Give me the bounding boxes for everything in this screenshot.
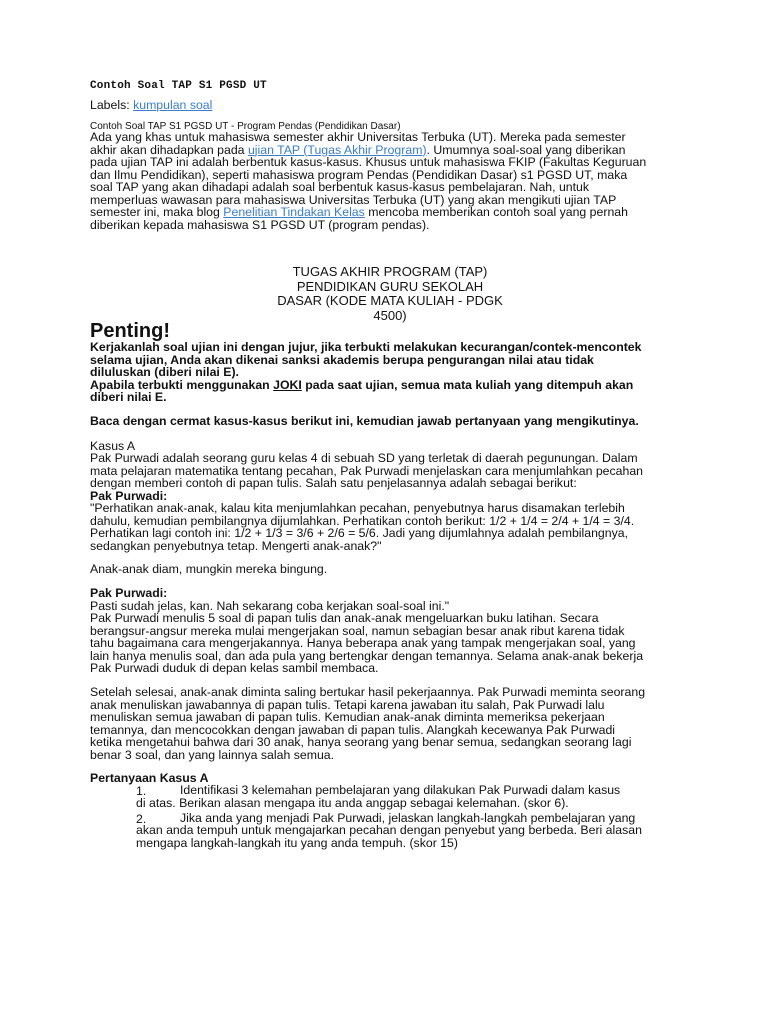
warning-text: pada saat ujian, semua mata kuliah yang ditempuh akan <box>301 377 634 392</box>
program-title <box>90 265 690 323</box>
doc-heading: Contoh Soal TAP S1 PGSD UT <box>90 80 267 92</box>
question-2-line: Jika anda yang menjadi Pak Purwadi, jelaskan langkah-langkah pembelajaran yang <box>180 811 636 825</box>
quote-line: Pak Purwadi menulis 5 soal di papan tulis dan anak-anak mengeluarkan buku latihan. Secara <box>90 611 599 625</box>
kasus-line: menuliskan semua jawaban di papan tulis. Kemudian anak-anak diminta memeriksa pekerjaan <box>90 710 605 724</box>
penting-heading: Penting! <box>90 320 170 342</box>
intro-line: dan Ilmu Pendidikan), seperti mahasiswa program Pendas (Pendidikan Dasar) s1 PGSD UT, maka <box>90 167 628 182</box>
warning-line <box>90 379 690 392</box>
question-2-line: akan anda tempuh untuk mengajarkan pecahan dengan penyebut yang berbeda. Beri alasan <box>136 823 642 837</box>
kasus-line: benar 3 soal, dan yang lainnya salah semua. <box>90 747 335 762</box>
warning-text: Apabila terbukti menggunakan <box>90 377 274 392</box>
joki-text: JOKI <box>273 377 302 392</box>
ptk-blog-link[interactable]: Penelitian Tindakan Kelas <box>223 205 365 219</box>
intro-text: . Umumnya soal-soal yang diberikan <box>426 142 626 157</box>
kasus-a-paragraph-2: Anak-anak diam, mungkin mereka bingung. <box>90 562 328 576</box>
intro-line: memperluas wawasan para mahasiswa Universitas Terbuka (UT) yang akan mengikuti ujian TAP <box>90 192 617 207</box>
quote-line: dahulu, kemudian pembilangnya dijumlahkan. Perhatikan contoh berikut: 1/2 + 1/4 = 2/4 + 1/4 = 3/4. <box>90 513 635 528</box>
instruction-text: Baca dengan cermat kasus-kasus berikut ini, kemudian jawab pertanyaan yang mengikutinya. <box>90 414 639 428</box>
quote-line: Pak Purwadi duduk di depan kelas sambil membaca. <box>90 661 379 675</box>
quote-line: sedangkan penyebutnya tetap. Mengerti anak-anak?" <box>90 538 382 553</box>
quote-line: Perhatikan lagi contoh ini: 1/2 + 1/3 = 3/6 + 2/6 = 5/6. Jadi yang dijumlahnya adalah pembilangnya, <box>90 526 629 540</box>
intro-line: soal TAP yang akan dihadapi adalah soal berbentuk kasus-kasus pembelajaran. Nah, untuk <box>90 180 590 194</box>
question-1-line: di atas. Berikan alasan mengapa itu anda anggap sebagai kelemahan. (skor 6). <box>136 796 569 810</box>
kasus-line: temannya, dan mencocokkan dengan jawaban di papan tulis. Alangkah kecewanya Pak Purwadi <box>90 722 616 737</box>
speaker-label: Pak Purwadi: <box>90 586 168 600</box>
kasus-a-paragraph-4 <box>90 686 690 761</box>
quote-line: "Perhatikan anak-anak, kalau kita menjumlahkan pecahan, penyebutnya harus disamakan terlebih <box>90 501 625 515</box>
title-line: TUGAS AKHIR PROGRAM (TAP) <box>292 264 488 279</box>
intro-text: semester ini, maka blog <box>90 205 224 219</box>
kasus-a-paragraph-3 <box>90 587 690 675</box>
speaker-label: Pak Purwadi: <box>90 488 168 503</box>
intro-paragraph <box>90 131 690 231</box>
quote-line: Pasti sudah jelas, kan. Nah sekarang coba kerjakan soal-soal ini." <box>90 598 450 613</box>
kasus-line: ketika mengetahui bahwa dari 30 anak, hanya seorang yang benar semua, sedangkan seorang lagi <box>90 735 632 749</box>
intro-line: diberikan kepada mahasiswa S1 PGSD UT (program pendas). <box>90 217 430 232</box>
question-number: 2. <box>136 812 147 826</box>
quote-line: berangsur-angsur mereka mulai mengerjakan soal, namun sebagian besar anak ribut karena tidak <box>90 623 625 638</box>
warning-line: Kerjakanlah soal ujian ini dengan jujur, jika terbukti melakukan kecurangan/contek-mencontek <box>90 340 642 354</box>
kasus-line: dengan memberi contoh di papan tulis. Salah satu penjelasannya adalah sebagai berikut: <box>90 476 577 490</box>
title-line: 4500) <box>373 307 407 323</box>
labels-prefix: Labels: <box>90 98 134 112</box>
intro-text: akhir akan dihadapkan pada <box>90 142 248 157</box>
intro-text: mencoba memberikan contoh soal yang pernah <box>364 205 628 219</box>
intro-line <box>90 206 690 219</box>
title-line: PENDIDIKAN GURU SEKOLAH <box>296 278 484 294</box>
title-line: DASAR (KODE MATA KULIAH - PDGK <box>277 293 503 308</box>
doc-subheading: Contoh Soal TAP S1 PGSD UT - Program Pendas (Pendidikan Dasar) <box>90 121 401 132</box>
kasus-line: mata pelajaran matematika tentang pecahan, Pak Purwadi menjelaskan cara menjumlahkan pecahan <box>90 463 644 478</box>
warning-line: selama ujian, Anda akan dikenai sanksi akademis berupa pengurangan nilai atau tidak <box>90 352 594 367</box>
intro-line: pada ujian TAP ini adalah berbentuk kasus-kasus. Khusus untuk mahasiswa FKIP (Fakultas Keguruan <box>90 155 647 169</box>
pertanyaan-title: Pertanyaan Kasus A <box>90 771 209 785</box>
quote-line: tahu bagaimana cara mengerjakannya. Hanya beberapa anak yang tampak mengerjakan soal, yang <box>90 636 636 650</box>
warning-line: diberi nilai E. <box>90 390 167 404</box>
question-number: 1. <box>136 784 147 798</box>
question-2-line: mengapa langkah-langkah itu yang anda tempuh. (skor 15) <box>136 836 458 850</box>
labels-line <box>90 99 690 112</box>
kasus-a-paragraph-1 <box>90 452 690 552</box>
quote-line: lain hanya menulis soal, dan ada pula yang bertengkar dengan temannya. Selama anak-anak bekerja <box>90 648 644 663</box>
intro-line: Ada yang khas untuk mahasiswa semester akhir Universitas Terbuka (UT). Mereka pada semester <box>90 130 626 144</box>
kasus-line: anak menuliskan jawabannya di papan tulis. Tetapi karena jawaban itu salah, Pak Purwadi lalu <box>90 697 605 712</box>
kasus-line: Pak Purwadi adalah seorang guru kelas 4 di sebuah SD yang terletak di daerah pegunungan. Dalam <box>90 451 638 465</box>
kasus-line: Setelah selesai, anak-anak diminta saling bertukar hasil pekerjaannya. Pak Purwadi meminta seorang <box>90 685 646 699</box>
warning-paragraph <box>90 341 690 404</box>
warning-line: diluluskan (diberi nilai E). <box>90 365 239 379</box>
labels-link[interactable]: kumpulan soal <box>133 98 213 112</box>
question-1-line: Identifikasi 3 kelemahan pembelajaran yang dilakukan Pak Purwadi dalam kasus <box>180 783 621 797</box>
ujian-tap-link[interactable]: ujian TAP (Tugas Akhir Program) <box>247 142 427 157</box>
kasus-a-title: Kasus A <box>90 439 136 453</box>
